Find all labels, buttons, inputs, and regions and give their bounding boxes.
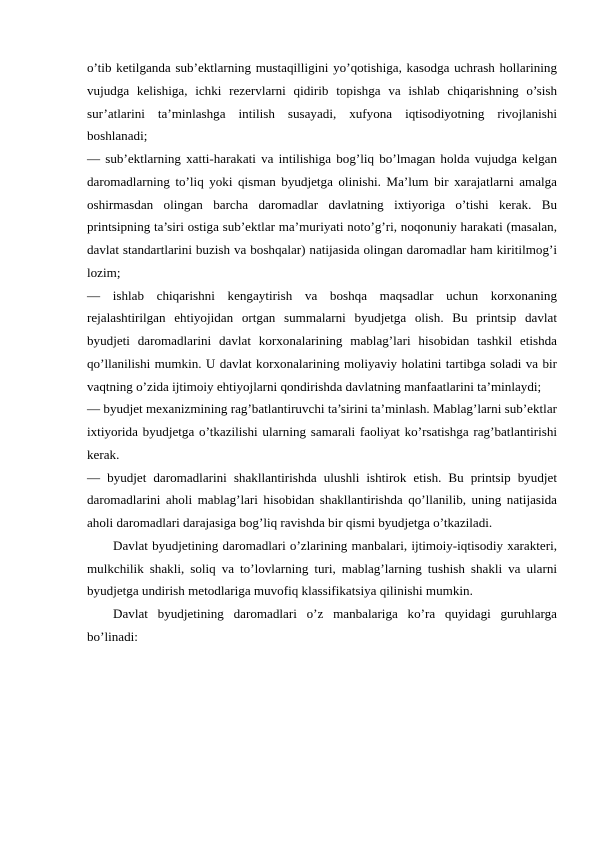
paragraph-principle-shared-participation: — byudjet daromadlarini shakllantirishda ulushli ishtirok etish. Bu printsip byudjet daromadlarini aholi mablag’lari hisobidan shakllantirishda qo’llanilib, uning natijasida aholi daromadlari darajasiga bog’liq ravishda bir qismi byudjetga o’tkaziladi. bbox=[87, 469, 557, 530]
paragraph-classification: Davlat byudjetining daromadlari o’zlarining manbalari, ijtimoiy-iqtisodiy xarakteri, mulkchilik shakli, soliq va to’lovlarning turi, mablag’larning tushish shakli va ularni byudjetga undirish metodlariga muvofiq klassifikatsiya qilinishi mumkin. bbox=[87, 537, 557, 599]
paragraph-principle-surplus-collection: — ishlab chiqarishni kengaytirish va boshqa maqsadlar uchun korxonaning rejalashtirilgan ehtiyojidan ortgan summalarni byudjetga olish. Bu printsip davlat byudjeti daromadlarini davlat korxonalarining mablag’lari hisobidan tashkil etishda qo’llanilishi mumkin. U davlat korxonalarining moliyaviy holatini tartibga soladi va bir vaqtning o’zida ijtimoiy ehtiyojlarni qondirishda davlatning manfaatlarini ta’minlaydi; bbox=[87, 287, 557, 394]
paragraph-continuation: o’tib ketilganda sub’ektlarning mustaqilligini yo’qotishiga, kasodga uchrash hollarining vujudga kelishiga, ichki rezervlarni qidirib topishga va ishlab chiqarishning o’sish sur’atlarini ta’minlashga intilish susayadi, xufyona iqtisodiyotning rivojlanishi boshlanadi; bbox=[87, 60, 557, 144]
paragraph-principle-income-collection: — sub’ektlarning xatti-harakati va intilishiga bog’liq bo’lmagan holda vujudga kelgan daromadlarning to’liq yoki qisman byudjetga olinishi. Ma’lum bir xarajatlarni amalga oshirmasdan olingan barcha daromadlar davlatning ixtiyoriga o’tishi kerak. Bu printsipning ta’siri ostiga sub’ektlar ma’muriyati noto’g’ri, noqonuniy harakati (masalan, davlat standartlarini buzish va boshqalar) natijasida olingan daromadlar ham kiritilmog’i lozim; bbox=[87, 151, 557, 280]
document-page bbox=[87, 57, 557, 649]
paragraph-principle-incentive: — byudjet mexanizmining rag’batlantiruvchi ta’sirini ta’minlash. Mablag’larni sub’ektlar ixtiyorida byudjetga o’tkazilishi ularning samarali faoliyat ko’rsatishga rag’batlantirishi kerak. bbox=[87, 401, 557, 462]
paragraph-groups-intro: Davlat byudjetining daromadlari o’z manbalariga ko’ra quyidagi guruhlarga bo’linadi: bbox=[87, 606, 557, 644]
